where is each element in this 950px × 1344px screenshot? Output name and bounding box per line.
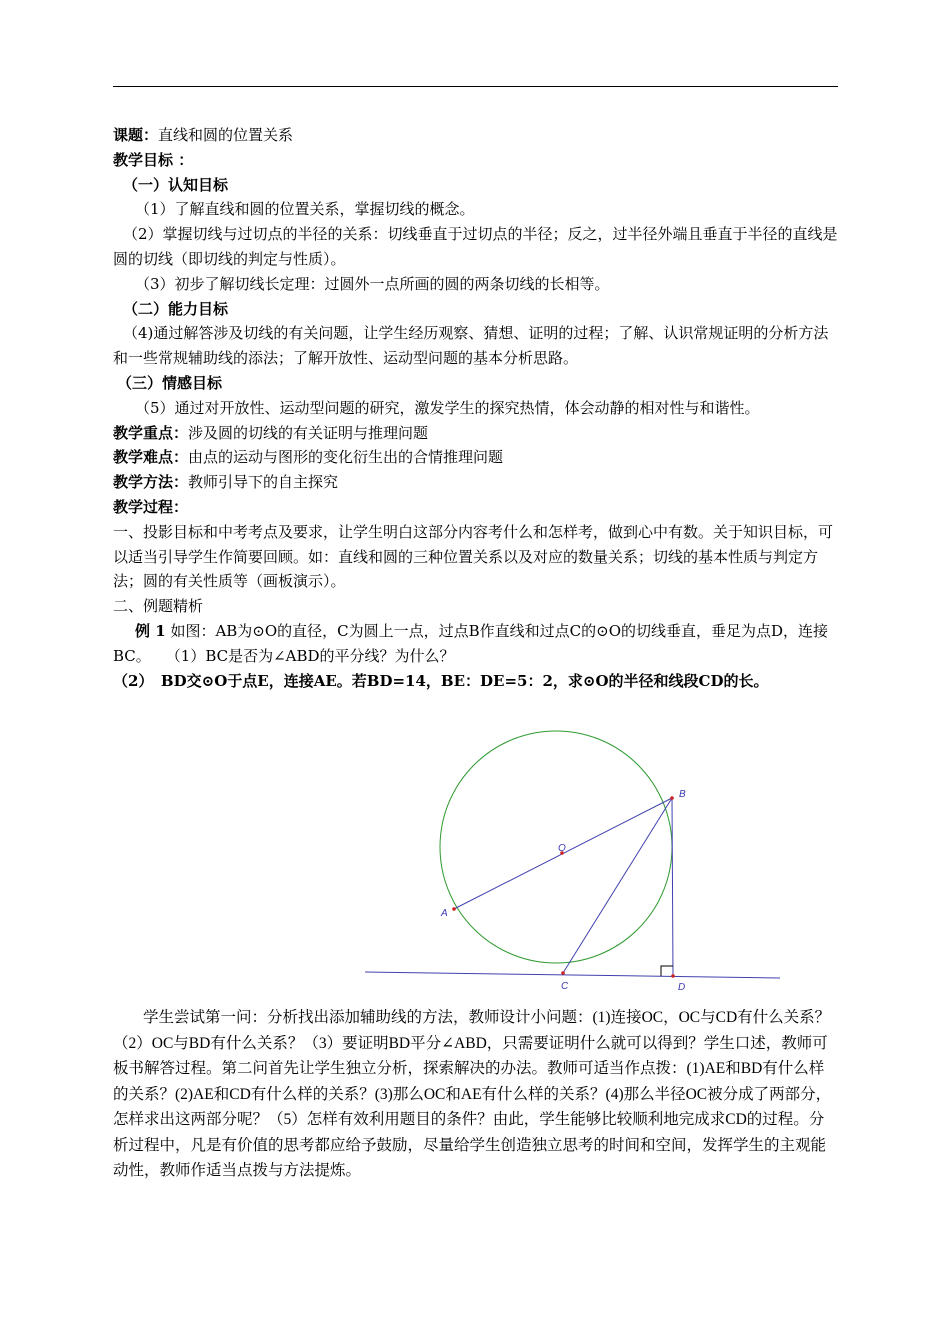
figure-area [113, 693, 839, 1005]
difficulty-line: 教学难点：由点的运动与图形的变化衍生出的合情推理问题 [113, 448, 504, 467]
chord-bc [563, 798, 672, 973]
discussion-paragraph: 学生尝试第一问：分析找出添加辅助线的方法，教师设计小问题：(1)连接OC，OC与CD有什么关系？（2）OC与BD有什么关系？（3）要证明BD平分∠ABD，只需要证明什么就可以得到？学生口述，教师可板书解答过程。第二问首先让学生独立分析，探索解决的办法。教师可适当作点拨：(1)AE和BD有什么样的关系？(2)AE和CD有什么样的关系？(3)那么OC和AE有什么样的关系？(4)那么半径OC被分成了两部分，怎样求出这两部分呢？（5）怎样有效利用题目的条件？由此，学生能够比较顺利地完成求CD的过程。分析过程中，凡是有价值的思考都应给予鼓励，尽量给学生创造独立思考的时间和空间，发挥学生的主观能动性，教师作适当点拨与方法提炼。 [113, 1009, 832, 1180]
ability-heading: （二）能力目标 [123, 299, 229, 318]
geometry-figure [113, 693, 839, 1005]
process-step-1: 一、投影目标和中考考点及要求，让学生明白这部分内容考什么和怎样考，做到心中有数。关于知识目标，可以适当引导学生作简要回顾。如：直线和圆的三种位置关系以及对应的数量关系；切线的基本性质与判定方法；圆的有关性质等（画板演示）。 [113, 522, 834, 591]
header-rule [113, 86, 838, 87]
cognitive-heading: （一）认知目标 [123, 175, 229, 194]
title-label: 课题 [113, 126, 144, 144]
emotion-heading: （三）情感目标 [117, 373, 223, 392]
point-d [671, 975, 675, 979]
process-step-2: 二、例题精析 [113, 597, 204, 616]
process-heading: 教学过程： [113, 497, 189, 516]
cognitive-item-2: （2）掌握切线与过切点的半径的关系：切线垂直于过切点的半径；反之，过半径外端且垂直于半径的直线是圆的切线（即切线的判定与性质）。 [113, 225, 838, 268]
method-line: 教学方法：教师引导下的自主探究 [113, 473, 339, 492]
example-part-2: （2） BD交⊙O于点E，连接AE。若BD=14，BE：DE=5：2，求⊙O的半径和线段CD的长。 [113, 671, 769, 690]
key-point-label: 教学重点 [113, 423, 174, 442]
difficulty-label: 教学难点 [113, 448, 174, 467]
title-value: 直线和圆的位置关系 [158, 126, 294, 144]
cognitive-item-1: （1）了解直线和圆的位置关系，掌握切线的概念。 [135, 200, 475, 219]
label-o: O [558, 843, 566, 855]
label-d: D [678, 982, 686, 994]
method-value: 教师引导下的自主探究 [188, 473, 339, 492]
example-1 [113, 619, 839, 669]
label-c: C [561, 981, 569, 993]
method-label: 教学方法 [113, 473, 174, 492]
point-b [670, 797, 674, 801]
key-point-line: 教学重点：涉及圆的切线的有关证明与推理问题 [113, 423, 429, 442]
goals-heading: 教学目标 ： [113, 150, 194, 169]
circle-o [440, 731, 672, 963]
perpendicular-bd [672, 798, 673, 976]
cognitive-item-3: （3）初步了解切线长定理：过圆外一点所画的圆的两条切线的长相等。 [135, 274, 610, 293]
label-b: B [679, 789, 686, 801]
lesson-document [113, 123, 839, 1184]
example-text: 如图：AB为⊙O的直径，C为圆上一点，过点B作直线和过点C的⊙O的切线垂直，垂足为点D，连接BC。 （1）BC是否为∠ABD的平分线？为什么？ [113, 621, 829, 665]
point-a [452, 908, 456, 912]
title-line: 课题：直线和圆的位置关系 [113, 126, 294, 144]
tangent-line-cd [365, 972, 780, 978]
right-angle-mark [661, 966, 673, 976]
point-c [561, 972, 565, 976]
ability-item: （4)通过解答涉及切线的有关问题，让学生经历观察、猜想、证明的过程；了解、认识常规证明的分析方法和一些常规辅助线的添法；了解开放性、运动型问题的基本分析思路。 [113, 324, 829, 368]
emotion-item: （5）通过对开放性、运动型问题的研究，激发学生的探究热情，体会动静的相对性与和谐性。 [135, 398, 760, 417]
example-label: 例 1 [135, 621, 166, 640]
key-point-value: 涉及圆的切线的有关证明与推理问题 [188, 423, 429, 442]
difficulty-value: 由点的运动与图形的变化衍生出的合情推理问题 [188, 448, 504, 467]
label-a: A [441, 908, 448, 920]
